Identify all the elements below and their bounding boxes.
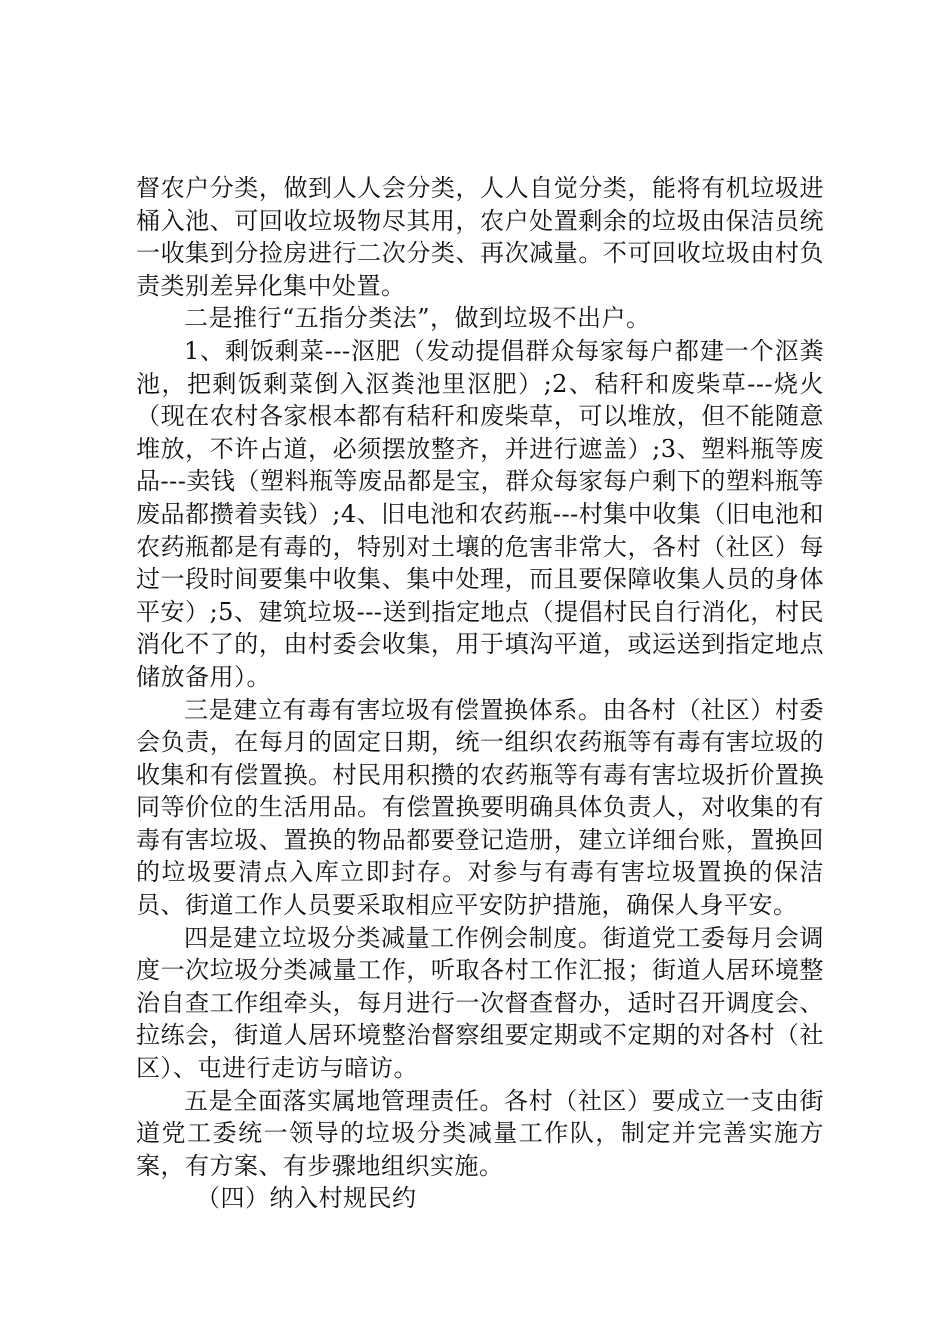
section-subheading: （四）纳入村规民约 (196, 1184, 417, 1213)
paragraph-five-finger-method: 二是推行“五指分类法”，做到垃圾不出户。 (184, 304, 651, 333)
paragraph-hazardous-exchange: 三是建立有毒有害垃圾有偿置换体系。由各村（社区）村委会负责，在每月的固定日期，统一组织农药瓶等有毒有害垃圾的收集和有偿置换。村民用积攒的农药瓶等有毒有害垃圾折价置换同等价位的生活用品。有偿置换要明确具体负责人，对收集的有毒有害垃圾、置换的物品都要登记造册，建立详细台账，置换回的垃圾要清点入库立即封存。对参与有毒有害垃圾置换的保洁员、街道工作人员要采取相应平安防护措施，确保人身平安。 (136, 695, 824, 920)
paragraph-classification-items: 1、剩饭剩菜---沤肥（发动提倡群众每家每户都建一个沤粪池，把剩饭剩菜倒入沤粪池里沤肥）;2、秸秆和废柴草---烧火（现在农村各家根本都有秸秆和废柴草，可以堆放，但不能随意堆放，不许占道，必须摆放整齐，并进行遮盖）;3、塑料瓶等废品---卖钱（塑料瓶等废品都是宝，群众每家每户剩下的塑料瓶等废品都攒着卖钱）;4、旧电池和农药瓶---村集中收集（旧电池和农药瓶都是有毒的，特别对土壤的危害非常大，各村（社区）每过一段时间要集中收集、集中处理，而且要保障收集人员的身体平安）;5、建筑垃圾---送到指定地点（提倡村民自行消化，村民消化不了的，由村委会收集，用于填沟平道，或运送到指定地点储放备用）。 (136, 336, 824, 691)
paragraph-continuation: 督农户分类，做到人人会分类，人人自觉分类，能将有机垃圾进桶入池、可回收垃圾物尽其用，农户处置剩余的垃圾由保洁员统一收集到分捡房进行二次分类、再次减量。不可回收垃圾由村负责类别差异化集中处置。 (136, 174, 824, 300)
paragraph-territorial-responsibility: 五是全面落实属地管理责任。各村（社区）要成立一支由街道党工委统一领导的垃圾分类减量工作队，制定并完善实施方案，有方案、有步骤地组织实施。 (136, 1086, 824, 1180)
document-body (136, 172, 824, 1215)
paragraph-work-meeting: 四是建立垃圾分类减量工作例会制度。街道党工委每月会调度一次垃圾分类减量工作，听取各村工作汇报；街道人居环境整治自查工作组牵头，每月进行一次督查督办，适时召开调度会、拉练会，街道人居环境整治督察组要定期或不定期的对各村（社区）、屯进行走访与暗访。 (136, 923, 824, 1083)
